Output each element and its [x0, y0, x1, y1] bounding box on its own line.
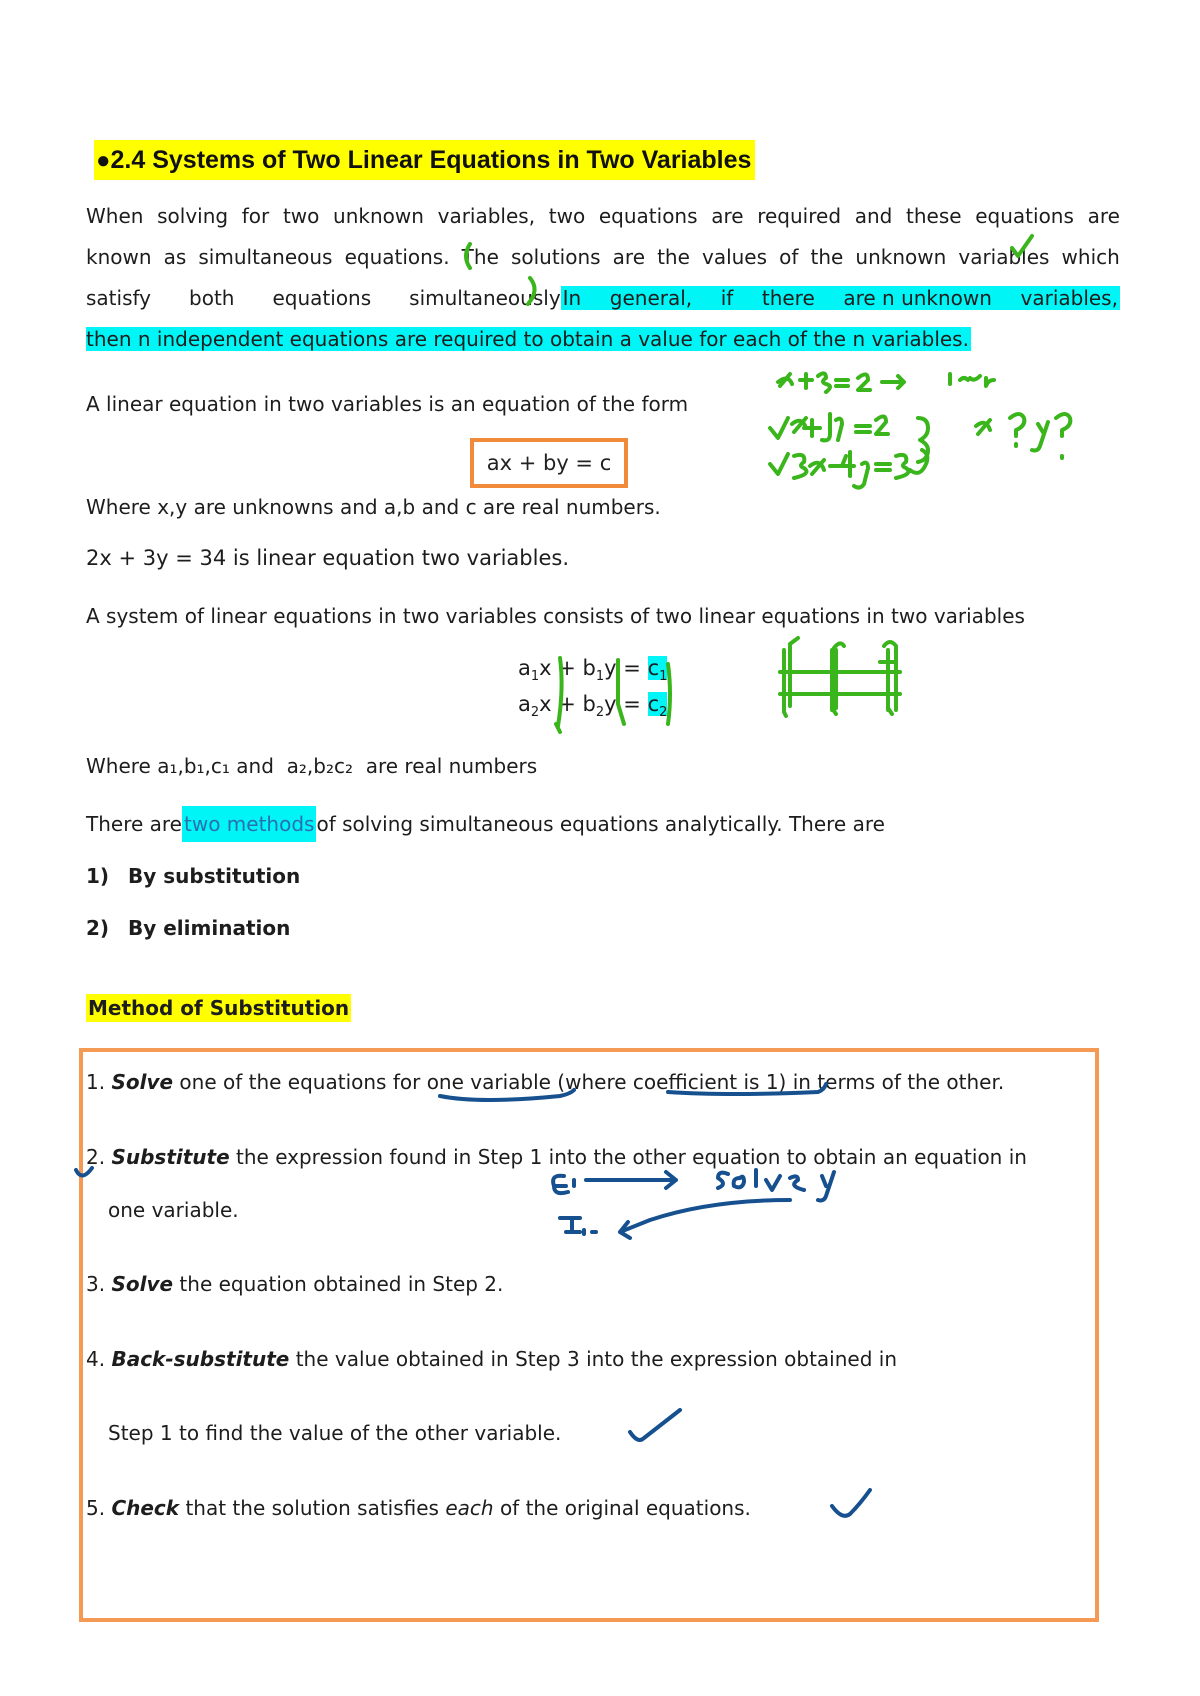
title-text: Systems of Two Linear Equations in Two Variables — [152, 146, 752, 174]
step-3: 3. Solve the equation obtained in Step 2. — [86, 1272, 504, 1296]
system-row-2: $a_2x + b_2y = c_2$ — [518, 692, 668, 720]
general-form-equation: ax + by = c — [486, 451, 612, 475]
scribble-system-eq2 — [770, 450, 927, 488]
word: for — [241, 204, 270, 228]
paren-open-mark — [466, 244, 470, 268]
word: required — [757, 204, 842, 228]
word: as — [163, 245, 187, 269]
check-icon — [76, 1168, 92, 1176]
word: variables, — [1020, 286, 1118, 310]
table-sketch — [780, 638, 900, 716]
word: both — [189, 286, 235, 310]
scribble-x-y-question — [976, 414, 1070, 458]
methods-line: There are two methods of solving simultaneous equations analytically. There are — [86, 812, 885, 836]
word: variables, — [437, 204, 536, 228]
word: simultaneous — [198, 245, 333, 269]
word: these — [906, 204, 962, 228]
check-icon — [630, 1410, 680, 1440]
word: the — [657, 245, 690, 269]
check-icon — [1012, 236, 1032, 256]
scribble-x-plus-3 — [778, 373, 994, 392]
word: two — [548, 204, 586, 228]
where-line: Where x,y are unknowns and a,b and c are real numbers. — [86, 495, 661, 519]
example-line: 2x + 3y = 34 is linear equation two variables. — [86, 546, 569, 570]
word: simultaneously — [409, 286, 561, 310]
system-definition: A system of linear equations in two variables consists of two linear equations in two variables — [86, 604, 1025, 628]
word: solving — [157, 204, 229, 228]
step-5: 5. Check that the solution satisfies each of the original equations. — [86, 1496, 751, 1520]
apple-icon: ● — [96, 147, 111, 174]
word: When — [86, 204, 144, 228]
word: In — [562, 286, 582, 310]
method-item-1: 1) By substitution — [86, 864, 301, 888]
system-row-1: $a_1x + b_1y = c_1$ — [518, 656, 668, 684]
step-4: 4. Back-substitute the value obtained in Step 3 into the expression obtained in — [86, 1347, 898, 1371]
word: equations — [272, 286, 372, 310]
step-4-continued: Step 1 to find the value of the other variable. — [108, 1421, 562, 1445]
word: satisfy — [86, 286, 152, 310]
two-methods-highlight: two methods — [182, 806, 316, 842]
bracket-mark-right — [668, 664, 670, 724]
word: variables — [958, 245, 1050, 269]
scribble-system-eq1 — [770, 414, 888, 440]
paren-close-mark — [528, 278, 535, 304]
word: values — [701, 245, 768, 269]
step-1: 1. Solve one of the equations for one variable (where coefficient is 1) in terms of the other. — [86, 1070, 1005, 1094]
underline-one-variable — [440, 1090, 574, 1100]
word: known — [86, 245, 152, 269]
word: are — [711, 204, 744, 228]
word: are n unknown — [843, 286, 992, 310]
word: general, — [609, 286, 693, 310]
word: equations — [598, 204, 698, 228]
bracket-mark-left — [556, 658, 562, 732]
word: if — [720, 286, 734, 310]
linear-definition: A linear equation in two variables is an equation of the form — [86, 392, 689, 416]
word: equations. — [344, 245, 450, 269]
bracket-mark-mid — [618, 660, 624, 724]
method-item-2: 2) By elimination — [86, 916, 291, 940]
word: solutions — [510, 245, 601, 269]
section-title: Method of Substitution — [88, 996, 350, 1020]
highlighted-sentence: then n independent equations are required to obtain a value for each of the n variables. — [86, 327, 969, 351]
check-icon — [832, 1490, 870, 1516]
word: there — [761, 286, 815, 310]
section-number: 2.4 — [110, 146, 146, 174]
coefficients-line: Where a₁,b₁,c₁ and a₂,b₂c₂ are real numbers — [86, 754, 538, 778]
underline-coefficient — [668, 1084, 826, 1094]
word: are — [612, 245, 645, 269]
word: of — [779, 245, 799, 269]
word: unknown — [333, 204, 424, 228]
word: two — [282, 204, 320, 228]
step-2: 2. Substitute the expression found in Step 1 into the other equation to obtain an equation in — [86, 1145, 1027, 1169]
scribble-e2-arrow — [560, 1200, 790, 1238]
word: and — [854, 204, 893, 228]
word: The — [461, 245, 499, 269]
step-2-continued: one variable. — [108, 1198, 239, 1222]
word: equations — [975, 204, 1074, 228]
word: the — [810, 245, 844, 269]
scribble-e1-solve-y — [553, 1170, 834, 1201]
word: which — [1061, 245, 1120, 269]
word: are — [1087, 204, 1120, 228]
word: unknown — [855, 245, 947, 269]
